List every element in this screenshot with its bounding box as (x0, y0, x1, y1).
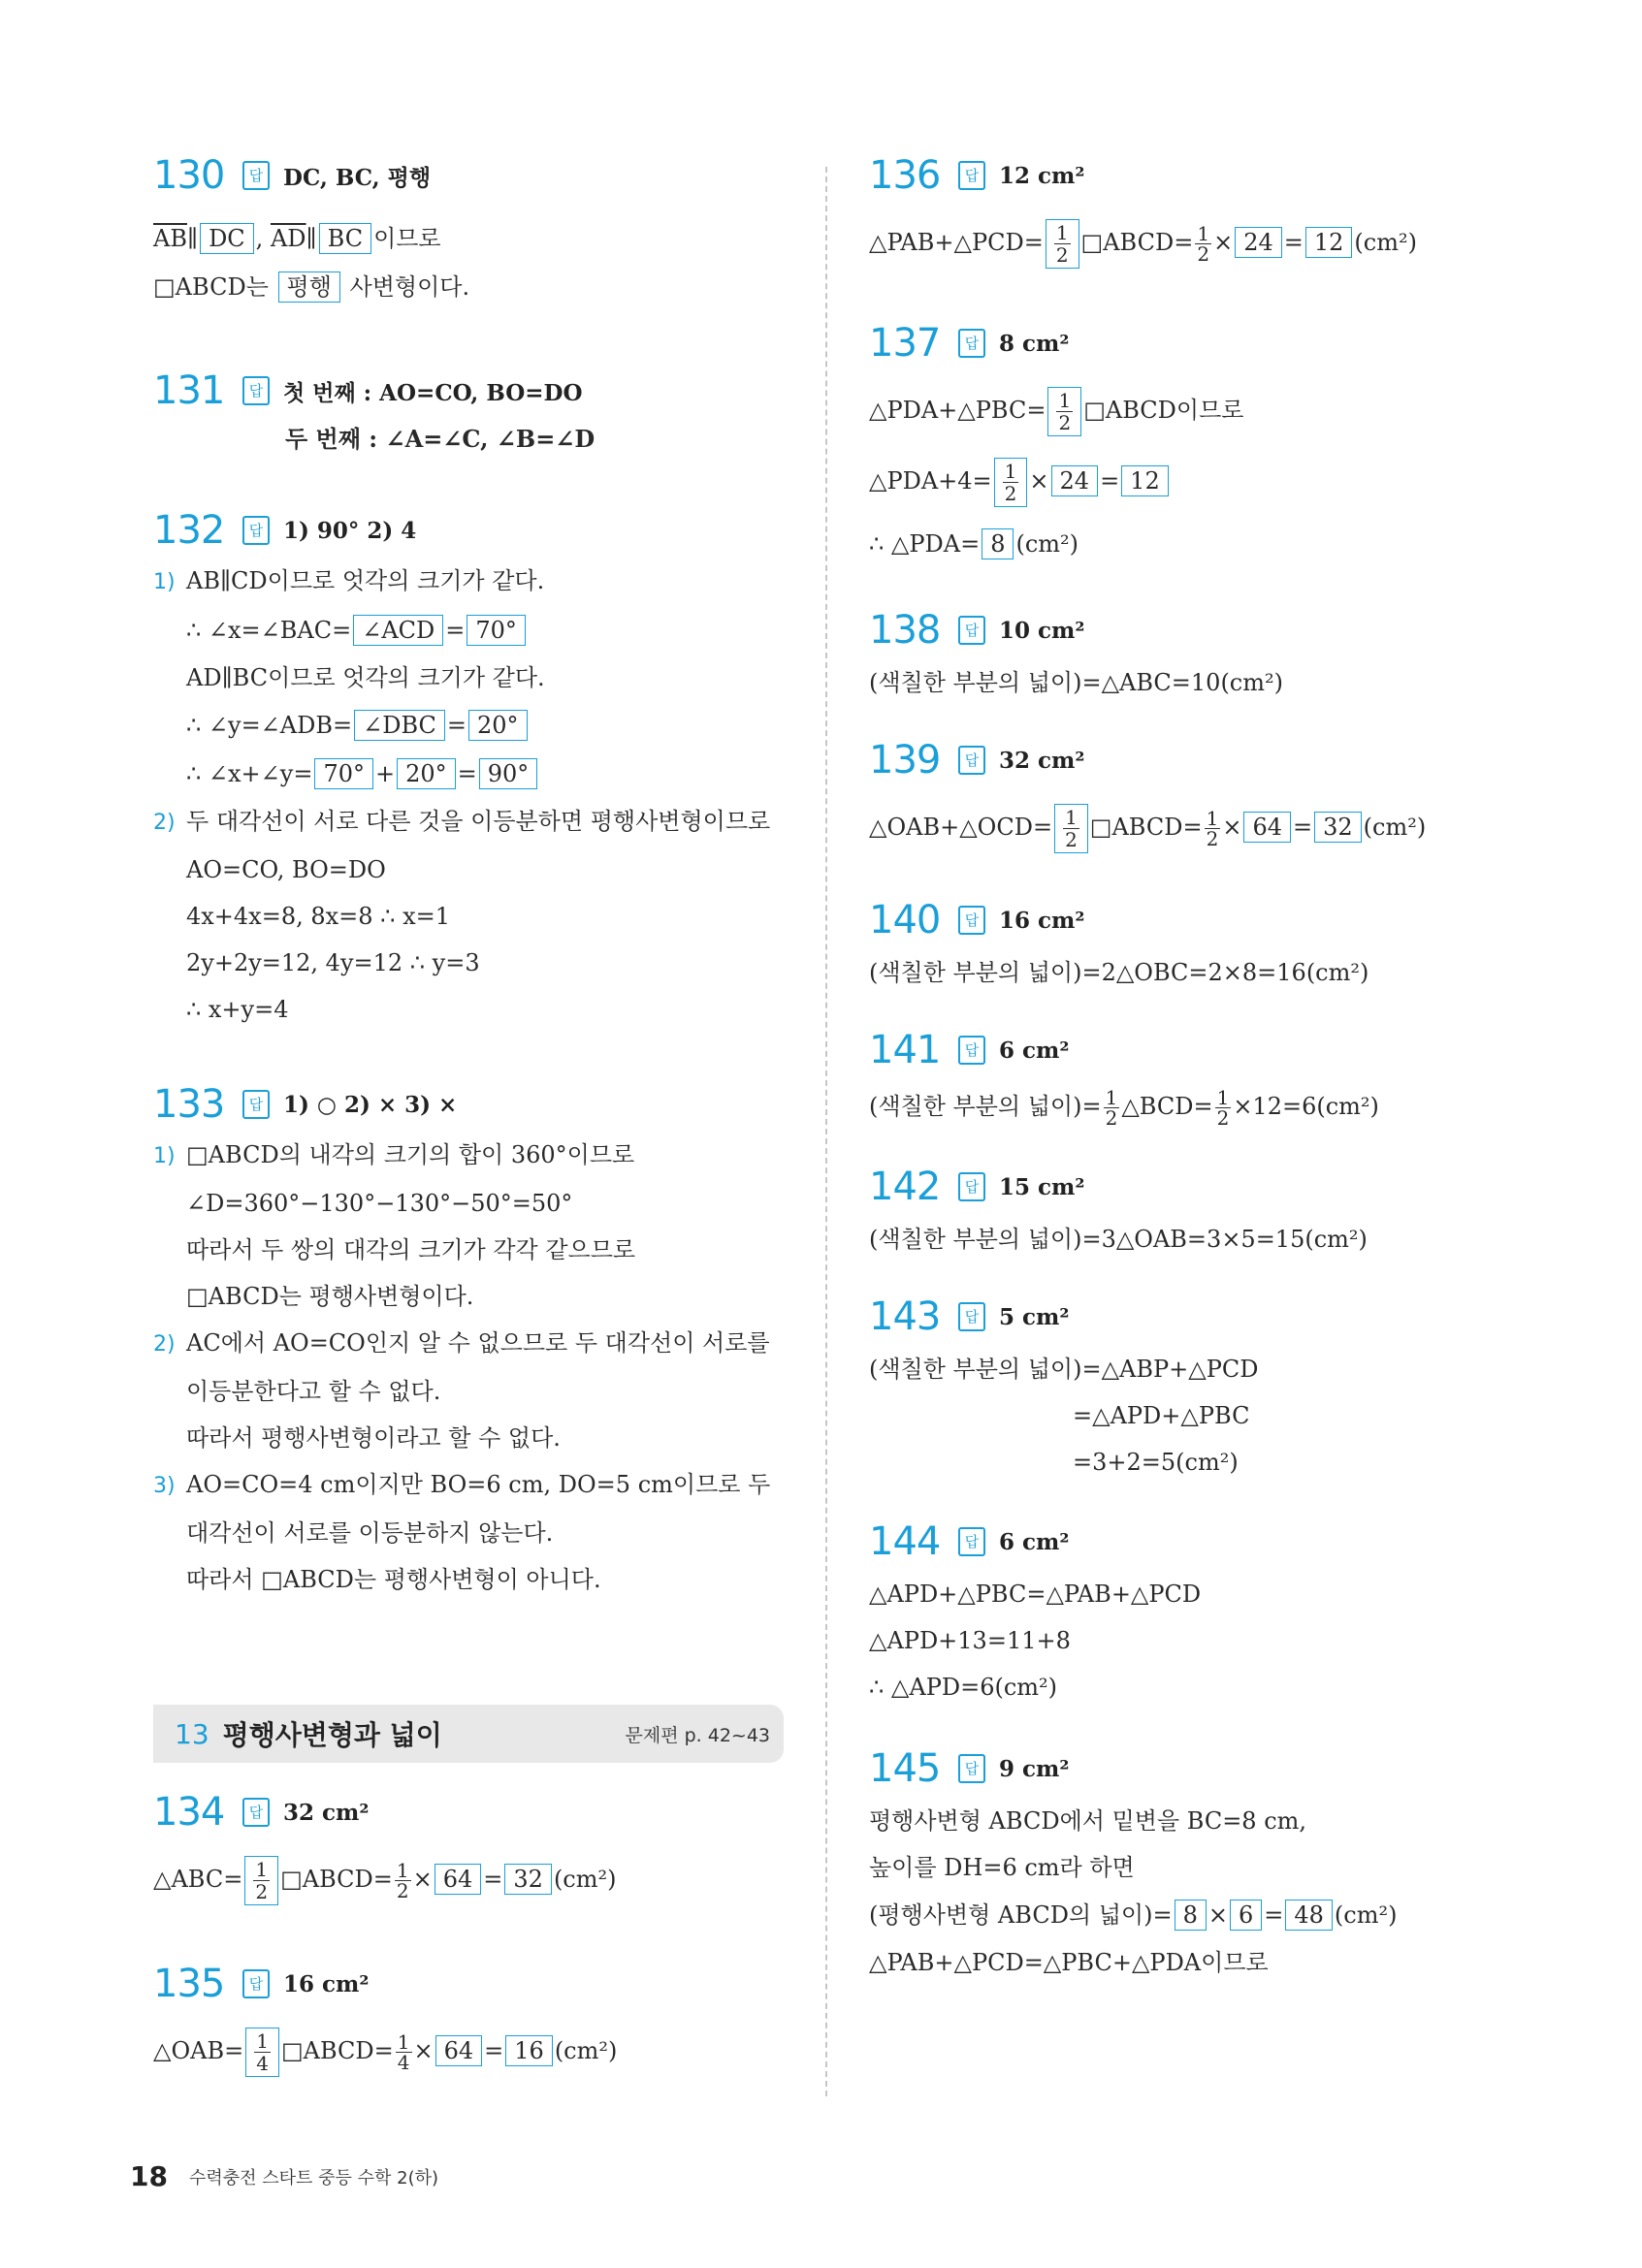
solution-line: 따라서 두 쌍의 대각의 크기가 각각 같으므로 (186, 1236, 636, 1263)
answer: 6 cm² (999, 1528, 1070, 1555)
problem-142 (869, 1157, 1490, 1254)
column-divider (825, 167, 827, 2096)
book-title: 수력충전 스타트 중등 수학 2(하) (188, 2167, 439, 2188)
answer: 1) 90° 2) 4 (283, 517, 417, 544)
solution-line: △APD+△PBC=△PAB+△PCD (869, 1581, 1202, 1608)
solution-line: 따라서 □ABCD는 평행사변형이 아니다. (186, 1566, 601, 1593)
problem-140 (869, 890, 1490, 987)
blank-box: 70° (314, 758, 373, 789)
problem-number: 131 (153, 368, 225, 413)
answer: 16 cm² (283, 1970, 370, 1997)
answer: 12 cm² (999, 162, 1085, 189)
page-number: 18 (130, 2160, 168, 2192)
problem-141 (869, 1020, 1490, 1128)
blank-box: 32 (504, 1864, 552, 1895)
answer-icon: 답 (958, 906, 985, 935)
blank-box: BC (319, 223, 371, 254)
solution-line: □ABCD는 평행사변형이다. (186, 1283, 474, 1310)
solution-line: (색칠한 부분의 넓이)=△ABC=10(cm²) (869, 669, 1283, 696)
blank-box: 64 (435, 2035, 483, 2066)
solution-line: □ABCD는 평행 사변형이다. (153, 273, 470, 301)
fraction-box: $\frac{1}{2}$ (994, 458, 1028, 507)
solution-line: 1) □ABCD의 내각의 크기의 합이 360°이므로 (153, 1141, 635, 1168)
problem-number: 142 (869, 1165, 941, 1209)
blank-box: 64 (1243, 812, 1291, 843)
answer-icon: 답 (242, 376, 270, 405)
answer-icon: 답 (242, 1090, 270, 1119)
blank-box: 8 (982, 528, 1014, 559)
blank-box: 48 (1285, 1900, 1333, 1931)
answer-icon: 답 (958, 1754, 985, 1783)
problem-143 (869, 1287, 1490, 1477)
answer-icon: 답 (242, 1798, 270, 1827)
solution-line: △OAB= $\frac{1}{4}$ □ABCD= $\frac{1}{4}$ × 64 = 16 (cm²) (153, 2029, 618, 2075)
answer-icon: 답 (242, 161, 270, 190)
section-header (153, 1705, 784, 1763)
answer: 9 cm² (999, 1755, 1070, 1782)
answer: 첫 번째 : AO=CO, BO=DO (283, 379, 583, 406)
blank-box: 90° (479, 758, 538, 789)
blank-box: ∠DBC (354, 710, 445, 741)
solution-line: △PAB+△PCD=△PBC+△PDA이므로 (869, 1949, 1269, 1976)
blank-box: ∠ACD (353, 615, 443, 646)
blank-box: 20° (397, 758, 456, 789)
solution-line: AD∥BC이므로 엇각의 크기가 같다. (186, 664, 545, 691)
solution-line: 2y+2y=12, 4y=12 ∴ y=3 (186, 949, 480, 976)
problem-number: 140 (869, 898, 941, 942)
answer-icon: 답 (958, 1036, 985, 1065)
blank-box: 24 (1051, 465, 1099, 496)
solution-line: ∴ △APD=6(cm²) (869, 1674, 1058, 1701)
fraction-box: $\frac{1}{2}$ (1046, 219, 1079, 269)
solution-line: △PDA+4= $\frac{1}{2}$ × 24 = 12 (869, 458, 1490, 507)
right-column (869, 145, 1490, 1977)
solution-line: (색칠한 부분의 넓이)=△ABP+△PCD (869, 1356, 1259, 1383)
solution-line: ∠D=360°−130°−130°−50°=50° (186, 1190, 573, 1217)
answer: 16 cm² (999, 907, 1085, 934)
problem-number: 135 (153, 1962, 225, 2006)
solution-line: △PAB+△PCD= $\frac{1}{2}$ □ABCD= $\frac{1}{2}$ × 24 = 12 (cm²) (869, 221, 1417, 267)
answer-line: 두 번째 : ∠A=∠C, ∠B=∠D (285, 425, 596, 453)
solution-line: 3) AO=CO=4 cm이지만 BO=6 cm, DO=5 cm이므로 두 (153, 1471, 771, 1498)
blank-box: 24 (1235, 227, 1282, 258)
blank-box: 6 (1230, 1900, 1262, 1931)
blank-box: 평행 (278, 272, 340, 303)
problem-131 (153, 361, 784, 454)
solution-line: $\overline{AB}\parallel$ DC , $\overline{AD}\parallel$ BC 이므로 (153, 225, 441, 252)
solution-line: 대각선이 서로를 이등분하지 않는다. (186, 1519, 554, 1547)
answer-icon: 답 (958, 1527, 985, 1556)
problem-number: 139 (869, 738, 941, 783)
problem-138 (869, 600, 1490, 697)
blank-box: 20° (468, 710, 528, 741)
answer: 8 cm² (999, 330, 1070, 357)
answer: 6 cm² (999, 1037, 1070, 1064)
answer-icon: 답 (958, 1172, 985, 1201)
solution-line: AO=CO, BO=DO (186, 856, 386, 883)
answer: 32 cm² (999, 747, 1085, 774)
problem-number: 134 (153, 1790, 225, 1835)
problem-133 (153, 1074, 784, 1594)
fraction-box: $\frac{1}{4}$ (245, 2028, 279, 2077)
problem-134 (153, 1782, 784, 1905)
answer-icon: 답 (958, 161, 985, 190)
answer-icon: 답 (958, 616, 985, 645)
problem-number: 145 (869, 1746, 941, 1791)
problem-130 (153, 145, 784, 303)
answer-icon: 답 (958, 329, 985, 358)
problem-number: 143 (869, 1294, 941, 1339)
problem-144 (869, 1512, 1490, 1702)
section-title: 평행사변형과 넓이 (222, 1719, 442, 1751)
blank-box: 16 (505, 2035, 553, 2066)
page-footer (130, 2160, 438, 2192)
solution-line: (색칠한 부분의 넓이)=3△OAB=3×5=15(cm²) (869, 1226, 1368, 1253)
section-number: 13 (175, 1717, 209, 1750)
answer: 32 cm² (283, 1799, 370, 1826)
solution-line: △ABC= $\frac{1}{2}$ □ABCD= $\frac{1}{2}$ × 64 = 32 (cm²) (153, 1858, 617, 1903)
problem-number: 132 (153, 508, 225, 553)
problem-number: 130 (153, 153, 225, 198)
problem-number: 138 (869, 608, 941, 653)
problem-145 (869, 1739, 1490, 1977)
problem-number: 133 (153, 1082, 225, 1127)
answer-icon: 답 (242, 1969, 270, 1998)
solution-line: △APD+13=11+8 (869, 1627, 1071, 1654)
solution-line: (평행사변형 ABCD의 넓이)= 8 × 6 = 48 (cm²) (869, 1901, 1398, 1929)
blank-box: 8 (1175, 1900, 1207, 1931)
problem-number: 137 (869, 321, 941, 366)
blank-box: 64 (435, 1864, 482, 1895)
problem-137 (869, 313, 1490, 559)
answer: 5 cm² (999, 1303, 1070, 1330)
solution-line: 1) AB∥CD이므로 엇각의 크기가 같다. (153, 567, 545, 594)
solution-line: ∴ ∠x+∠y= 70° + 20° = 90° (153, 758, 784, 789)
answer: 15 cm² (999, 1173, 1085, 1200)
left-column-bottom (153, 1782, 784, 2077)
problem-139 (869, 730, 1490, 853)
problem-number: 144 (869, 1519, 941, 1564)
answer: 1) ○ 2) × 3) × (283, 1091, 458, 1118)
answer: DC, BC, 평행 (283, 164, 432, 191)
answer: 10 cm² (999, 617, 1085, 644)
problem-number: 141 (869, 1028, 941, 1072)
left-column (153, 145, 784, 1594)
problem-132 (153, 500, 784, 1024)
solution-line: 이등분한다고 할 수 없다. (186, 1378, 441, 1405)
blank-box: 32 (1314, 812, 1362, 843)
solution-line: 2) 두 대각선이 서로 다른 것을 이등분하면 평행사변형이므로 (153, 808, 771, 835)
solution-line: 높이를 DH=6 cm라 하면 (869, 1854, 1135, 1881)
problem-135 (153, 1954, 784, 2077)
solution-line: △PDA+△PBC= $\frac{1}{2}$ □ABCD이므로 (869, 389, 1244, 434)
fraction-box: $\frac{1}{2}$ (1054, 804, 1088, 853)
blank-box: DC (200, 223, 254, 254)
answer-icon: 답 (242, 516, 270, 545)
solution-line: ∴ x+y=4 (186, 996, 289, 1023)
answer-icon: 답 (958, 746, 985, 775)
problem-number: 136 (869, 153, 941, 198)
fraction-box: $\frac{1}{2}$ (244, 1856, 278, 1905)
problem-136 (869, 145, 1490, 269)
solution-line: 따라서 평행사변형이라고 할 수 없다. (186, 1424, 561, 1452)
blank-box: 70° (467, 615, 526, 646)
solution-line: 2) AC에서 AO=CO인지 알 수 없으므로 두 대각선이 서로를 (153, 1329, 770, 1357)
solution-line: △OAB+△OCD= $\frac{1}{2}$ □ABCD= $\frac{1}{2}$ × 64 = 32 (cm²) (869, 806, 1427, 851)
solution-line: 4x+4x=8, 8x=8 ∴ x=1 (186, 903, 450, 930)
answer-icon: 답 (958, 1302, 985, 1331)
blank-box: 12 (1121, 465, 1169, 496)
solution-line: =△APD+△PBC (1073, 1402, 1250, 1429)
solution-line: ∴ △PDA= 8 (cm²) (869, 530, 1079, 558)
solution-line: (색칠한 부분의 넓이)= $\frac{1}{2}$ △BCD= $\frac{1}{2}$ ×12=6(cm²) (869, 1086, 1379, 1130)
solution-line: =3+2=5(cm²) (1073, 1449, 1239, 1476)
solution-line: ∴ ∠x=∠BAC= ∠ACD = 70° (153, 615, 784, 646)
solution-line: 평행사변형 ABCD에서 밑변을 BC=8 cm, (869, 1807, 1307, 1835)
fraction-box: $\frac{1}{2}$ (1047, 387, 1081, 436)
solution-line: (색칠한 부분의 넓이)=2△OBC=2×8=16(cm²) (869, 959, 1369, 986)
blank-box: 12 (1305, 227, 1353, 258)
solution-line: ∴ ∠y=∠ADB= ∠DBC = 20° (153, 710, 784, 741)
section-pages: 문제편 p. 42~43 (625, 1724, 770, 1746)
